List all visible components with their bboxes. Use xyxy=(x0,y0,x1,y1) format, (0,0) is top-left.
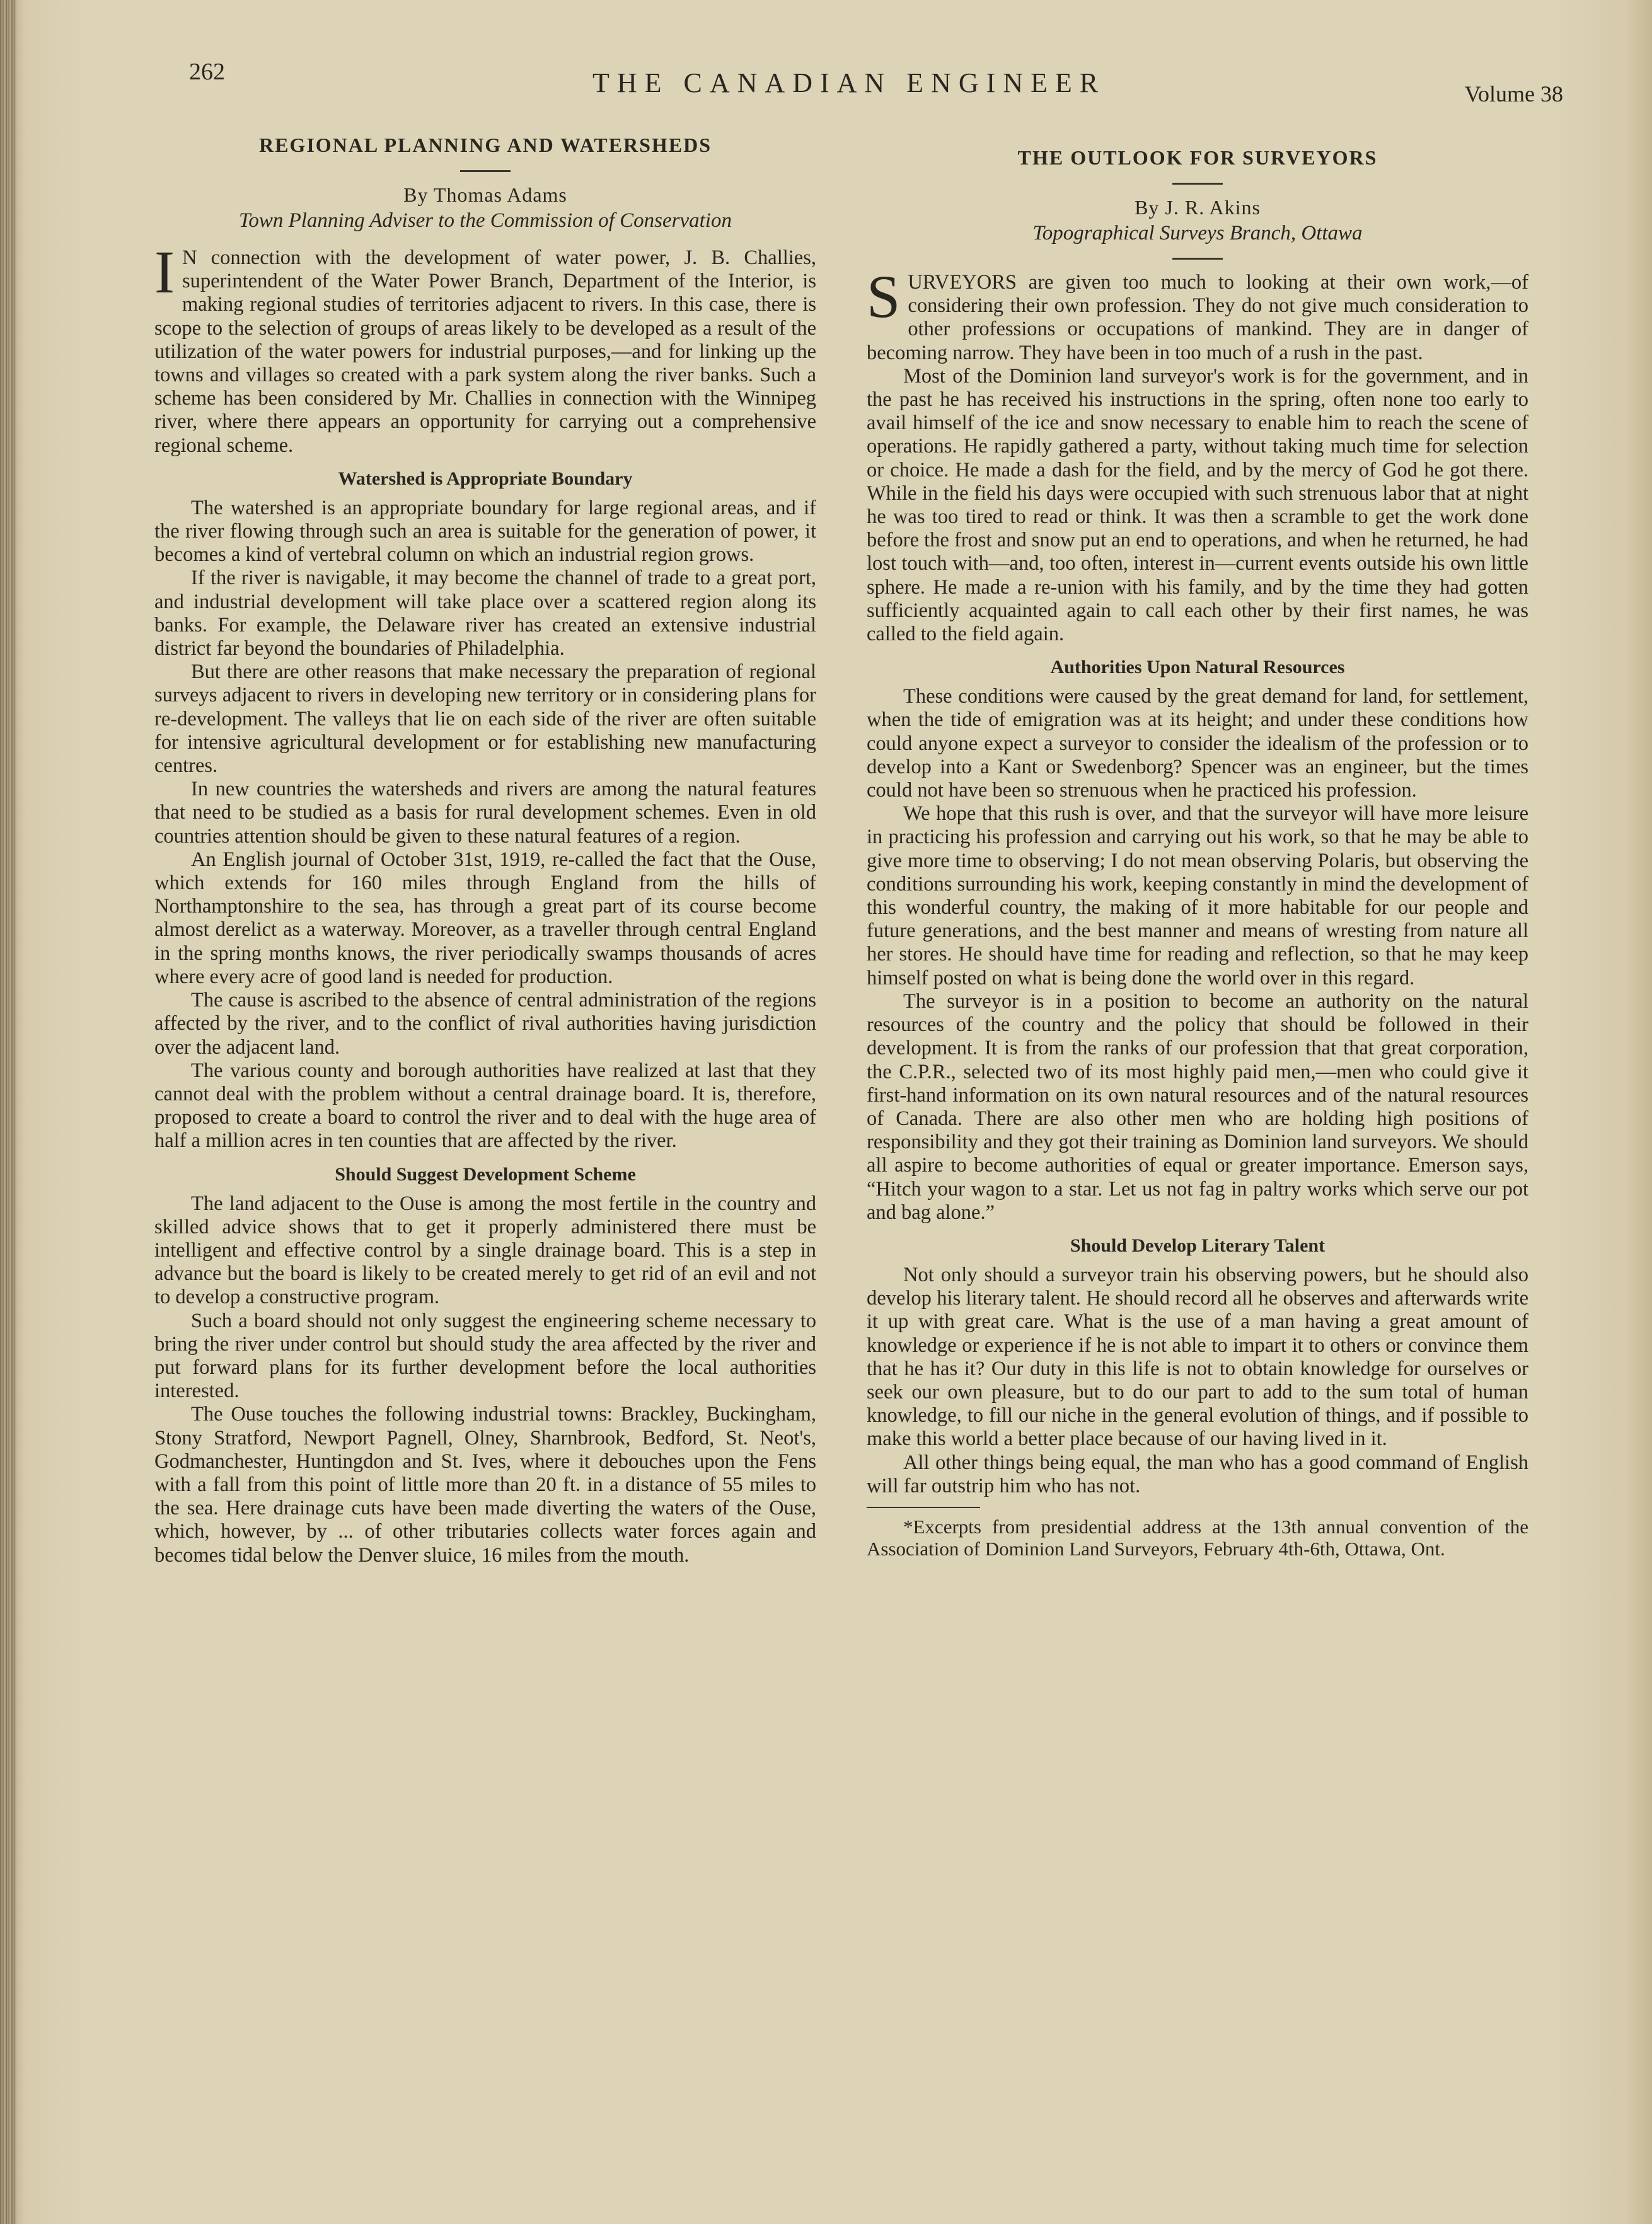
paragraph: The cause is ascribed to the absence of central administration of the regions affected by the river, and to the conflict of rival authorities having jurisdiction over the adjacent land. xyxy=(154,989,816,1059)
byline-role: Town Planning Adviser to the Commission of Conservation xyxy=(239,209,732,232)
page-header xyxy=(189,50,1576,107)
binding-gutter xyxy=(0,0,16,2224)
paragraph: Most of the Dominion land surveyor's work is for the government, and in the past he has received his instructions in the spring, often none too early to avail himself of the ice and snow necessary to enable him to reach the scene of operations. He rapidly gathered a party, without taking much time for selection or choice. He made a dash for the field, and by the mercy of God he got there. While in the field his days were occupied with such strenuous labor that at night he was too tired to read or think. It was then a scramble to get the work done before the frost and snow put an end to operations, and when he returned, he had lost touch with—and, too often, interest in—current events outside his own little sphere. He made a re-union with his family, and by the time they had gotten sufficiently acquainted again to call each other by their first names, he was called to the field again. xyxy=(867,364,1528,646)
paragraph: These conditions were caused by the great demand for land, for settlement, when the tide of emigration was at its height; and under these conditions how could anyone expect a surveyor to consider the idealism of the profession or to develop into a Kant or Swedenborg? Spencer was an engineer, but the times could not have been so strenuous when he practiced his profession. xyxy=(867,685,1528,802)
paragraph: The Ouse touches the following industrial towns: Brackley, Buckingham, Stony Stratford, Newport Pagnell, Olney, Sharnbrook, Bedford, St. Neot's, Godmanchester, Huntingdon and St. Ives, where it debouches upon the Fens with a fall from this point of little more than 20 ft. in a distance of 55 miles to the sea. Here drainage cuts have been made diverting the waters of the Ouse, which, however, by ... of other tributaries collects water forces again and becomes tidal below the Denver sluice, 16 miles from the mouth. xyxy=(154,1403,816,1567)
title-rule xyxy=(1172,183,1223,185)
drop-cap: S xyxy=(867,263,901,330)
drop-cap: I xyxy=(154,238,175,306)
right-column xyxy=(867,145,1528,1560)
title-rule xyxy=(460,170,511,172)
footnote: *Excerpts from presidential address at the 13th annual convention of the Association of Dominion Land Surveyors, February 4th-6th, Ottawa, Ont. xyxy=(867,1515,1528,1560)
paragraph: Such a board should not only suggest the engineering scheme necessary to bring the river under control but should study the area affected by the river and put forward plans for its further development before the local authorities interested. xyxy=(154,1309,816,1403)
page-number: 262 xyxy=(189,59,225,85)
journal-title: THE CANADIAN ENGINEER xyxy=(592,67,1106,98)
volume-label: Volume 38 xyxy=(1464,81,1563,107)
paragraph: Not only should a surveyor train his observing powers, but he should also develop his literary talent. He should record all he observes and afterwards write it up with great care. What is the use of a man having a great amount of knowledge or experience if he is not able to impart it to others or convince them that he has it? Our duty in this life is not to obtain knowledge for ourselves or seek our own pleasure, but to do our part to add to the sum total of human knowledge, to fill our niche in the general evolution of things, and if possible to make this world a better place because of our having lived in it. xyxy=(867,1263,1528,1451)
paragraph: The various county and borough authorities have realized at last that they cannot deal with the problem without a central drainage board. It is, therefore, proposed to create a board to control the river and to deal with the huge area of half a million acres in ten counties that are affected by the river. xyxy=(154,1059,816,1153)
paragraph: The surveyor is in a position to become an authority on the natural resources of the country and the policy that should be followed in their development. It is from the ranks of our profession that that great corporation, the C.P.R., selected two of its most highly paid men,—men who could give it first-hand information on its own natural resources and of the natural resources of Canada. There are also other men who are holding high positions of responsibility and they got their training as Dominion land surveyors. We should all aspire to become authorities of equal or greater importance. Emerson says, “Hitch your wagon to a star. Let us not fag in paltry works which serve our pot and bag alone.” xyxy=(867,989,1528,1224)
article-title: THE OUTLOOK FOR SURVEYORS xyxy=(1017,146,1378,169)
paragraph: An English journal of October 31st, 1919, re-called the fact that the Ouse, which extends for 160 miles through England from the hills of Northamptonshire to the sea, has through a great part of its course become almost derelict as a waterway. Moreover, as a traveller through central England in the spring months knows, the river periodically swamps thousands of acres where every acre of good land is needed for production. xyxy=(154,848,816,988)
footnote-rule xyxy=(867,1507,980,1508)
byline-rule xyxy=(1172,258,1223,260)
byline: By Thomas Adams xyxy=(403,183,567,206)
byline: By J. R. Akins xyxy=(1135,196,1261,219)
lead-text: N connection with the development of water power, J. B. Challies, superintendent of the Water Power Branch, Department of the Interior, is making regional studies of territories adjacent to rivers. In this case, there is scope to the selection of groups of areas likely to be developed as a result of the utilization of the water powers for industrial purposes,—and for linking up the towns and villages so created with a park system along the river banks. Such a scheme has been considered by Mr. Challies in connection with the Winnipeg river, where there appears an opportunity for carrying out a comprehensive regional scheme. xyxy=(154,246,816,457)
section-heading: Authorities Upon Natural Resources xyxy=(1050,657,1345,678)
paragraph: The watershed is an appropriate boundary for large regional areas, and if the river flowing through such an area is suitable for the generation of power, it becomes a kind of vertebral column on which an industrial region grows. xyxy=(154,496,816,567)
paragraph: We hope that this rush is over, and that the surveyor will have more leisure in practicing his profession and carrying out his work, so that he may be able to give more time to observing; I do not mean observing Polaris, but observing the conditions surrounding his work, keeping constantly in mind the development of this wonderful country, the making of it more habitable for our people and future generations, and the best manner and means of wresting from nature all her stores. He should have time for reading and reflection, so that he may keep himself posted on what is being done the world over in this regard. xyxy=(867,802,1528,989)
lead-text: URVEYORS are given too much to looking at their own work,—of considering their own profession. They do not give much consideration to other professions or occupations of mankind. They are in danger of becoming narrow. They have been in too much of a rush in the past. xyxy=(867,271,1528,364)
paragraph: All other things being equal, the man who has a good command of English will far outstrip him who has not. xyxy=(867,1451,1528,1497)
article-title: REGIONAL PLANNING AND WATERSHEDS xyxy=(258,134,712,156)
paragraph: But there are other reasons that make necessary the preparation of regional surveys adjacent to rivers in developing new territory or in considering plans for re-development. The valleys that lie on each side of the river are often suitable for intensive agricultural development or for establishing new manufacturing centres. xyxy=(154,660,816,778)
paragraph: The land adjacent to the Ouse is among the most fertile in the country and skilled advice shows that to get it properly administered there must be intelligent and effective control by a single drainage board. This is a step in advance but the board is likely to be created merely to get rid of an evil and not to develop a constructive program. xyxy=(154,1192,816,1309)
byline-role: Topographical Surveys Branch, Ottawa xyxy=(1032,222,1363,245)
paragraph: If the river is navigable, it may become the channel of trade to a great port, and industrial development will take place over a scattered region along its banks. For example, the Delaware river has created an extensive industrial district far beyond the boundaries of Philadelphia. xyxy=(154,567,816,660)
lead-paragraph xyxy=(154,238,816,458)
lead-paragraph xyxy=(867,263,1528,365)
left-column xyxy=(154,132,816,1567)
section-heading: Should Suggest Development Scheme xyxy=(335,1163,636,1185)
section-heading: Watershed is Appropriate Boundary xyxy=(338,468,633,489)
paragraph: In new countries the watersheds and rivers are among the natural features that need to be studied as a basis for rural development schemes. Even in old countries attention should be given to these natural features of a region. xyxy=(154,778,816,848)
section-heading: Should Develop Literary Talent xyxy=(1070,1235,1326,1256)
